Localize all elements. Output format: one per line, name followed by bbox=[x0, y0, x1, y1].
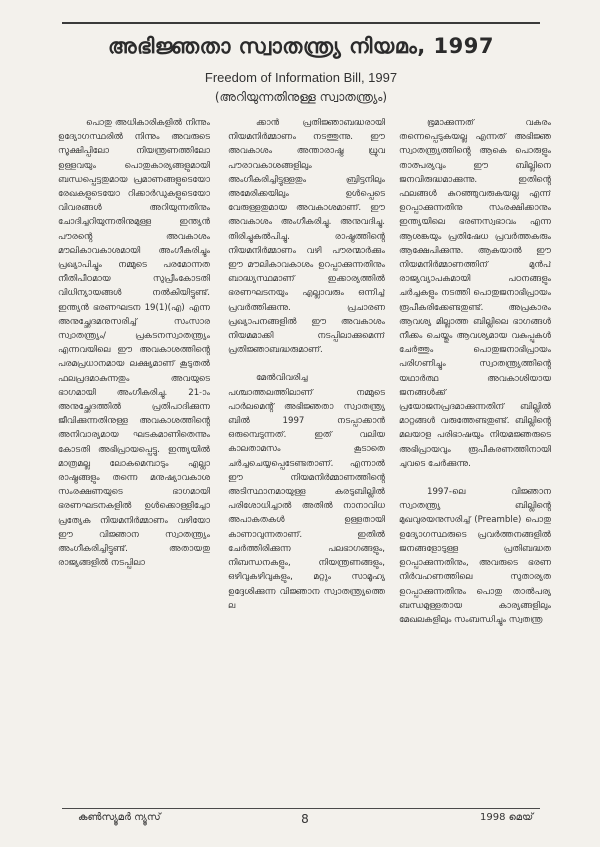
bottom-rule bbox=[62, 808, 540, 809]
footer-date: 1998 മെയ് bbox=[480, 812, 534, 823]
page-subtitle-malayalam: (അറിയുന്നതിനുള്ള സ്വാതന്ത്ര്യം) bbox=[214, 90, 388, 104]
top-rule bbox=[62, 22, 540, 24]
text-column-3 bbox=[399, 116, 551, 804]
page-subtitle-english: Freedom of Information Bill, 1997 bbox=[204, 70, 398, 85]
paragraph: മേൽവിവരിച്ച പശ്ചാത്തലത്തിലാണ് നമ്മുടെ പാർലമെൻ്റ് അഭിജ്ഞതാ സ്വാതന്ത്ര്യ ബിൽ 1997 നടപ്പാക്കാൻ ഒരുമ്പെടുന്നത്. ഇത് വലിയ കാലതാമസം കൂടാതെ ചർച്ചചെയ്യപ്പെടേണ്ടതാണ്. എന്നാൽ ഈ നിയമനിർമ്മാണത്തിൻ്റെ അടിസ്ഥാനമായുള്ള കരടുബില്ലിൽ പരിശോധിച്ചാൽ അതിൽ നാനാവിധ അപാകതകൾ ഉള്ളതായി കാണാവുന്നതാണ്. ഇതിൽ ചേർത്തിരിക്കുന്ന പലഭാഗങ്ങളും, നിബന്ധനകളും, നിയന്ത്രണങ്ങളും, ഒഴിവുകഴിവുകളും, മറ്റും സാമൂഹ്യ ഉദ്ദേശിക്കുന്ന വിജ്ഞാന സ്വാതന്ത്ര്യത്തെ ല bbox=[228, 373, 385, 611]
footer-publication: കൺസ്യൂമർ ന്യൂസ് bbox=[78, 812, 161, 823]
footer-page-number: 8 bbox=[301, 812, 309, 826]
text-column-1 bbox=[58, 116, 210, 804]
text-column-2 bbox=[228, 116, 385, 804]
paragraph: 1997-ലെ വിജ്ഞാന സ്വാതന്ത്ര്യ ബില്ലിൻ്റെ മുഖവുരയനുസരിച്ച് (Preamble) പൊതു ഉദ്യോഗസ്ഥരുടെ പ്രവർത്തനങ്ങളിൽ ജനങ്ങളോടുള്ള പ്രതിബദ്ധത ഉറപ്പാക്കുന്നതിനും, അവരുടെ ഭരണ നിർവഹണത്തിലെ സുതാര്യത ഉറപ്പാക്കുന്നതിനും പൊതു താൽപര്യ ബന്ധമുള്ളതായ കാര്യങ്ങളിലും മേഖലകളിലും സംബന്ധിച്ചും സ്വതന്ത്ര bbox=[399, 487, 551, 625]
page-title: അഭിജ്ഞതാ സ്വാതന്ത്ര്യ നിയമം, 1997 bbox=[108, 34, 494, 58]
paragraph: ഭൂമാക്കുന്നത് വകരം തന്നെപ്പെടുകയല്ല എന്നത് അഭിജ്ഞ സ്വാതന്ത്ര്യത്തിൻ്റെ ആകെ പൊരുളും താത്പര്യവും ഈ ബില്ലിനെ ജനവിരുദ്ധമാക്കുന്നു. ഇതിൻ്റെ ഫലങ്ങൾ കുറഞ്ഞുവരുകയല്ല എന്ന് ഉറപ്പാക്കുന്നതിനു സംരക്ഷിക്കാനും ഇന്ത്യയിലെ ഭരണസ്വഭാവം എന്ന ആശങ്കയും പ്രതിഷേധ പ്രവർത്തകരും ആക്ഷേപിക്കുന്നു. ആകയാൽ ഈ നിയമനിർമ്മാണത്തിന് മുൻപ് രാജ്യവ്യാപകമായി പഠനങ്ങളും ചർച്ചകളും നടത്തി പൊതുജനാഭിപ്രായം രൂപീകരിക്കേണ്ടതുണ്ട്. അപ്രകാരം ആവശ്യ മില്ലാത്ത ബില്ലിലെ ഭാഗങ്ങൾ നീക്കം ചെയ്തും ആവശ്യമായ വകുപ്പുകൾ ചേർത്തും പൊതുജനാഭിപ്രായം പരിഗണിച്ചും സ്വാതന്ത്ര്യത്തിൻ്റെ യഥാർത്ഥ അവകാശിയായ ജനങ്ങൾക്ക് പ്രയോജനപ്രദമാക്കുന്നതിന് ബില്ലിൽ മാറ്റങ്ങൾ വരുത്തേണ്ടതുണ്ട്. ബില്ലിൻ്റെ മലയാള പരിഭാഷയും നിയമജ്ഞരുടെ അഭിപ്രായവും രൂപീകരണത്തിനായി ചുവടെ ചേർക്കുന്നു. bbox=[399, 118, 551, 469]
paragraph: പൊതു അധികാരികളിൽ നിന്നും ഉദ്യോഗസ്ഥരിൽ നിന്നും അവരുടെ സൂക്ഷിപ്പിലോ നിയന്ത്രണത്തിലോ ഉള്ളവയും പൊതുകാര്യങ്ങളുമായി ബന്ധപ്പെട്ടതുമായ പ്രമാണങ്ങളുടെയോ രേഖകളുടെയോ റിക്കാർഡുകളുടെയോ വിവരങ്ങൾ അറിയുന്നതിനും ചോദിച്ചറിയുന്നതിനുമുള്ള ഇന്ത്യൻ പൗരൻ്റെ അവകാശം മൗലികാവകാശമായി അംഗീകരിച്ചും പ്രഖ്യാപിച്ചും നമ്മുടെ പരമോന്നത നീതിപീഠമായ സുപ്രീംകോടതി വിധിന്യായങ്ങൾ നൽകിയിട്ടുണ്ട്. ഇന്ത്യൻ ഭരണഘടന 19(1)(എ) എന്ന അനുച്ഛേദമനുസരിച്ച് സംസാര സ്വാതന്ത്ര്യം/ പ്രകടനസ്വാതന്ത്ര്യം എന്നവയിലെ ഈ അവകാശത്തിൻ്റെ പരമപ്രധാനമായ ലക്ഷ്യമാണ് കൂടുതൽ ഫലപ്രദമാകുന്നതും അവയുടെ ഭാഗമായി അംഗീകരിച്ചു. 21-ാം അനുച്ഛേദത്തിൽ പ്രതിപാദിക്കുന്ന ജീവിക്കുന്നതിനുള്ള അവകാശത്തിൻ്റെ അനിവാര്യമായ ഘടകമാണിതെന്നും കോടതി അഭിപ്രായപ്പെട്ടു. ഇന്ത്യയിൽ മാത്രമല്ല ലോകമെമ്പാടും എല്ലാ രാഷ്ട്രങ്ങളും തന്നെ മനുഷ്യാവകാശ സംരക്ഷണയുടെ ഭാഗമായി ഭരണഘടനകളിൽ ഉൾക്കൊള്ളിച്ചോ പ്രത്യേക നിയമനിർമ്മാണം വഴിയോ ഈ വിജ്ഞാന സ്വാതന്ത്ര്യം അംഗീകരിച്ചിട്ടുണ്ട്. അതായതു രാജ്യങ്ങളിൽ നടപ്പിലാ bbox=[58, 118, 210, 569]
paragraph: ക്കാൻ പ്രതിജ്ഞാബദ്ധരായി നിയമനിർമ്മാണം നടത്തുന്നു. ഈ അവകാശം അന്താരാഷ്ട്ര ധ്രുവ പൗരാവകാശങ്ങളിലും അംഗീകരിച്ചിട്ടുള്ളതും ബ്രിട്ടനിലും അമേരിക്കയിലും ഉൾപ്പെടെ വേരുള്ളതുമായ അവകാശമാണ്. ഈ അവകാശം അംഗീകരിച്ചു. അനുവദിച്ചു. തിരിച്ചുകൽപിച്ചു. രാഷ്ട്രത്തിൻ്റെ നിയമനിർമ്മാണം വഴി പൗരന്മാർക്കും ഈ മൗലികാവകാശം ഉറപ്പാക്കുന്നതിനും ബാദ്ധ്യസ്ഥമാണ് ഇക്കാര്യത്തിൽ ഭരണഘടനയും എല്ലാവരും ഒന്നിച്ച് പ്രവർത്തിക്കുന്നു. പ്രചാരണ പ്രഖ്യാപനങ്ങളിൽ ഈ അവകാശം നിയമമാക്കി നടപ്പിലാക്കുമെന്ന് പ്രതിജ്ഞാബദ്ധരുമാണ്. bbox=[228, 118, 385, 356]
